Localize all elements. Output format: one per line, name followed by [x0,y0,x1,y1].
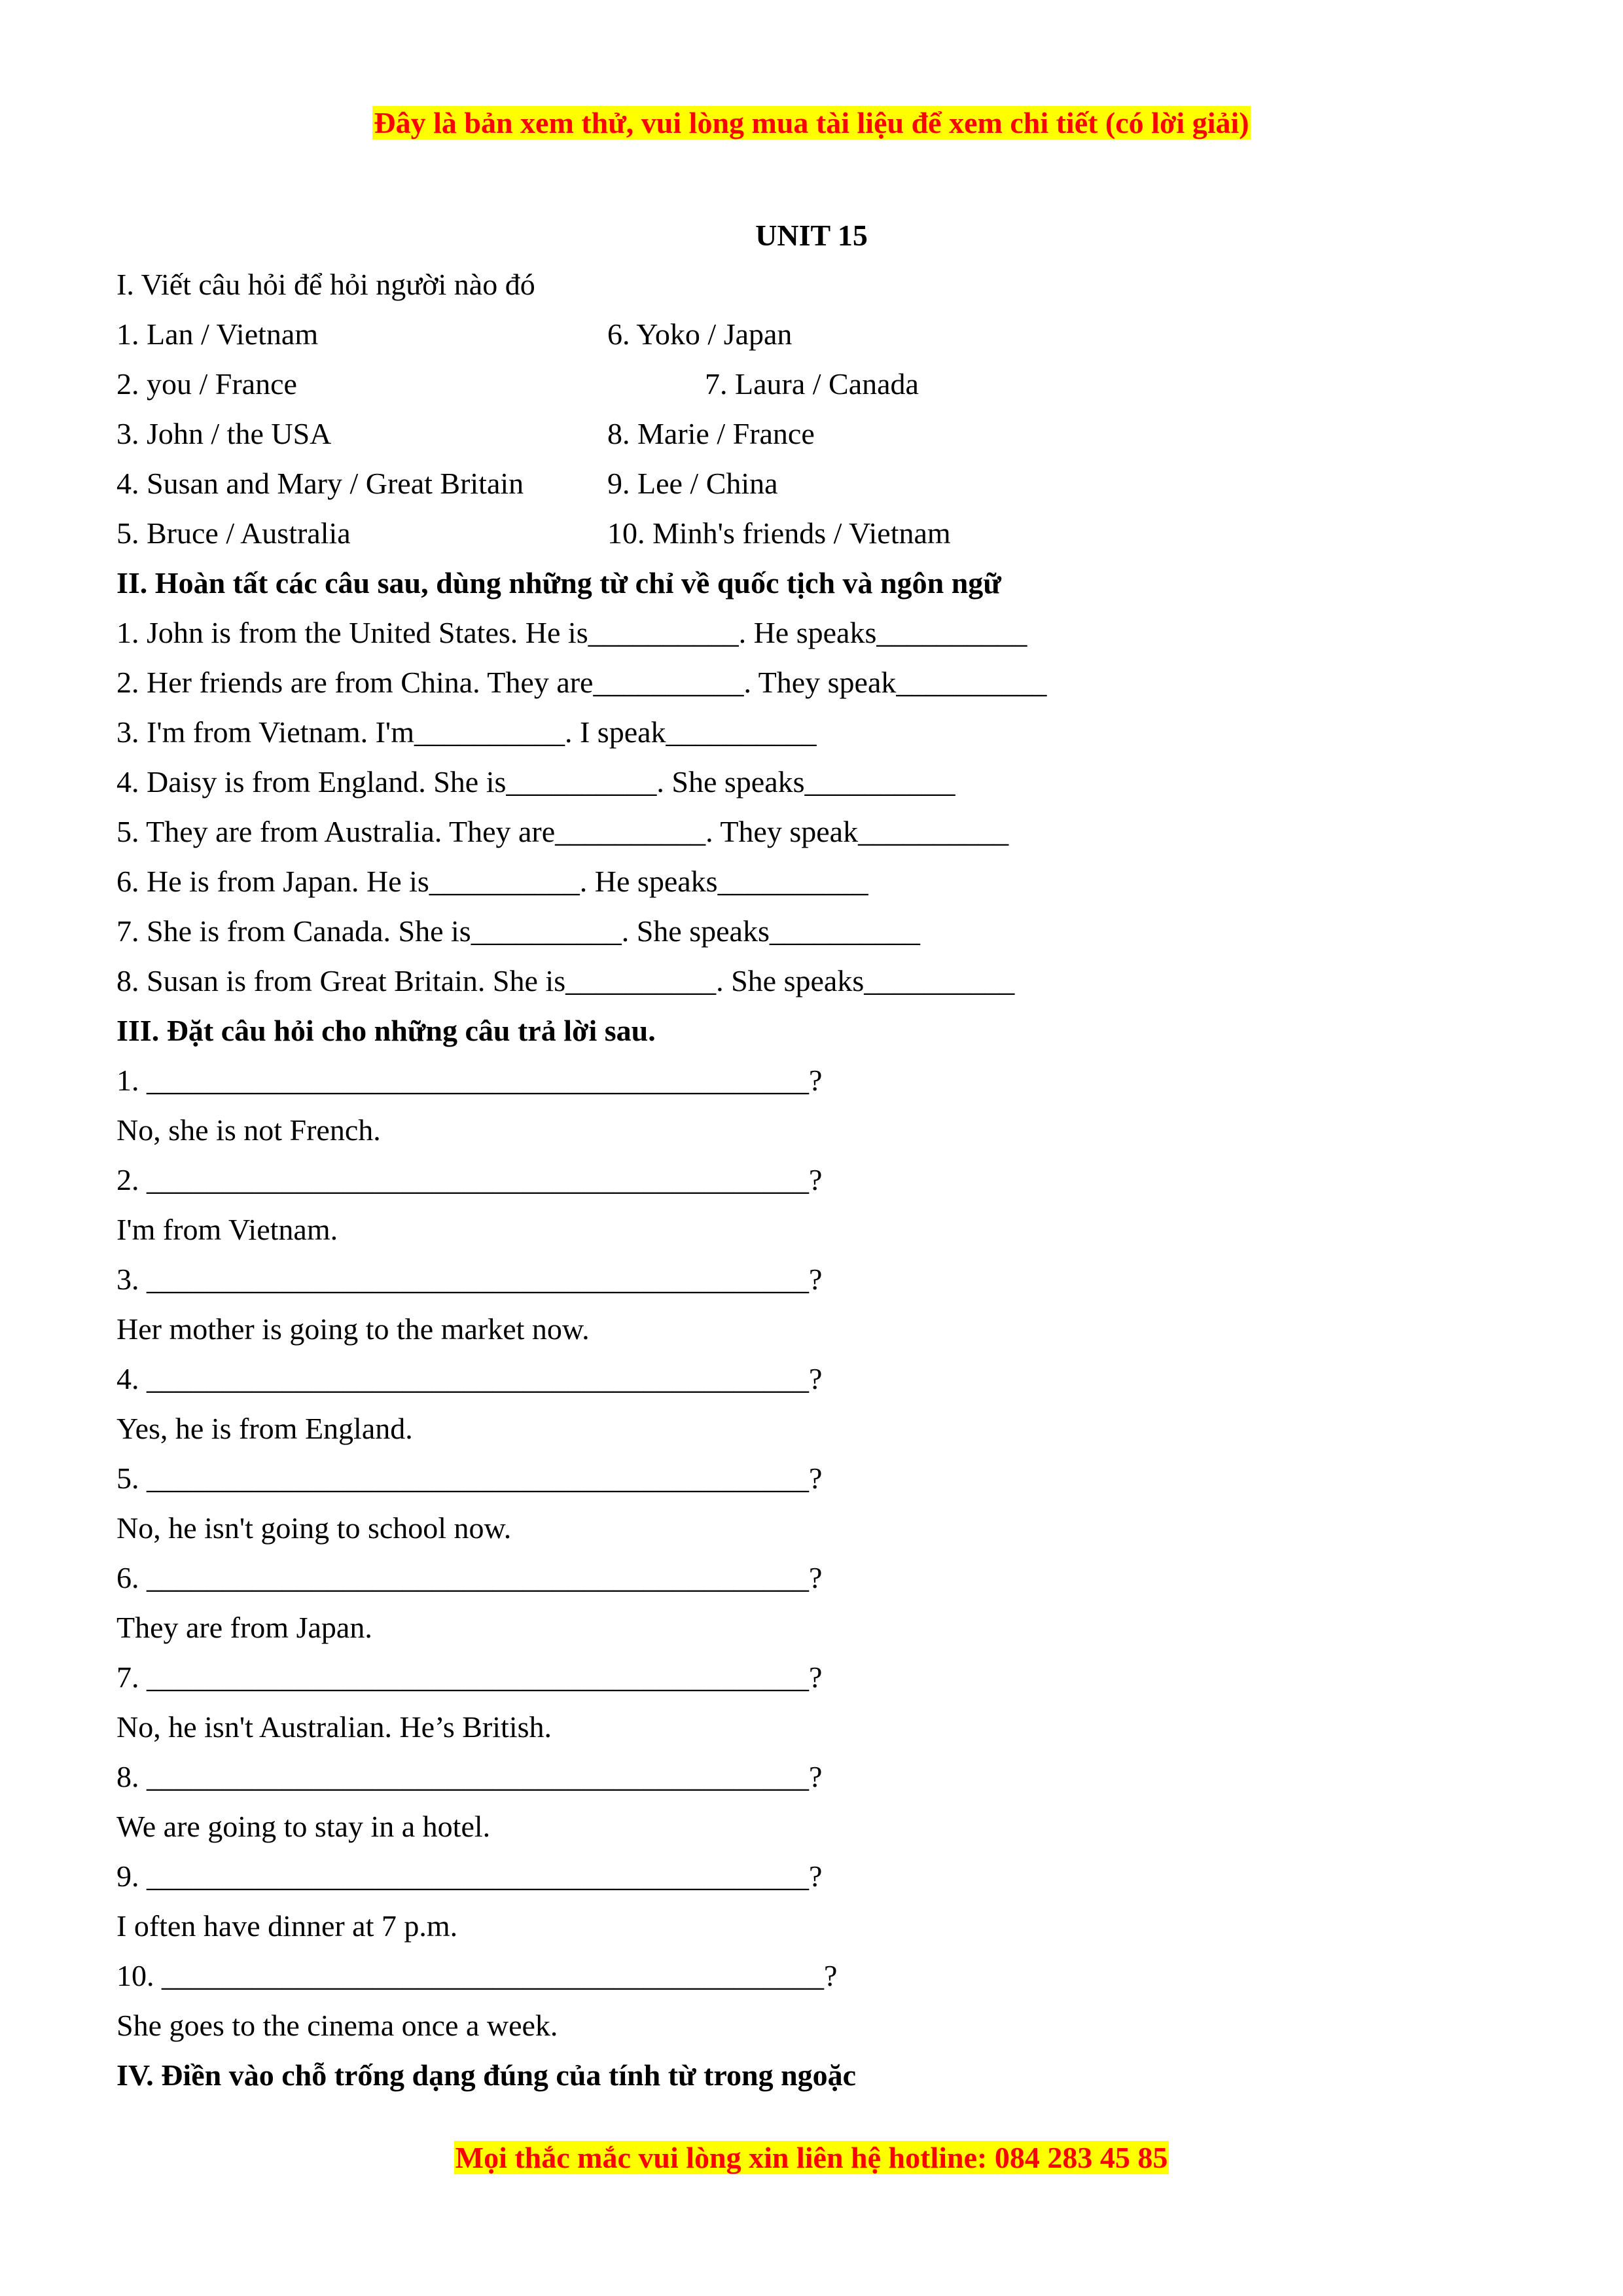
section-2-item: 3. I'm from Vietnam. I'm__________. I speak__________ [116,715,817,749]
section-2-heading: II. Hoàn tất các câu sau, dùng những từ chỉ về quốc tịch và ngôn ngữ [116,566,1001,600]
section-2-item: 2. Her friends are from China. They are__________. They speak__________ [116,666,1047,699]
question-blank: 9. ____________________________________________? [116,1859,823,1893]
hotline-notice [0,2138,1623,2178]
section-1-item: 9. Lee / China [607,467,778,500]
section-3-heading: III. Đặt câu hỏi cho những câu trả lời sau. [116,1014,656,1047]
answer-text: We are going to stay in a hotel. [116,1810,491,1843]
answer-text: They are from Japan. [116,1611,372,1644]
section-2-item: 1. John is from the United States. He is__________. He speaks__________ [116,616,1027,649]
answer-text: I often have dinner at 7 p.m. [116,1909,458,1943]
section-1-item: 2. you / France [116,367,297,401]
question-blank: 1. ____________________________________________? [116,1064,823,1097]
section-1-item: 4. Susan and Mary / Great Britain [116,467,524,500]
question-blank: 8. ____________________________________________? [116,1760,823,1793]
question-blank: 2. ____________________________________________? [116,1163,823,1196]
answer-text: No, he isn't going to school now. [116,1511,512,1545]
section-2-item: 4. Daisy is from England. She is__________. She speaks__________ [116,765,955,798]
preview-notice-text: Đây là bản xem thử, vui lòng mua tài liệu để xem chi tiết (có lời giải) [374,106,1249,139]
answer-text: No, she is not French. [116,1113,381,1147]
section-2-item: 5. They are from Australia. They are__________. They speak__________ [116,815,1009,848]
question-blank: 7. ____________________________________________? [116,1660,823,1694]
section-1-item: 8. Marie / France [607,417,815,450]
answer-text: I'm from Vietnam. [116,1213,338,1246]
section-1-item: 1. Lan / Vietnam [116,317,319,351]
section-2-item: 6. He is from Japan. He is__________. He speaks__________ [116,865,868,898]
unit-title: UNIT 15 [755,219,868,252]
answer-text: She goes to the cinema once a week. [116,2009,558,2042]
section-1-item: 3. John / the USA [116,417,332,450]
section-1-item: 5. Bruce / Australia [116,516,351,550]
answer-text: Her mother is going to the market now. [116,1312,590,1346]
section-2-item: 7. She is from Canada. She is__________. She speaks__________ [116,914,920,948]
section-1-item: 7. Laura / Canada [705,367,919,401]
answer-text: No, he isn't Australian. He’s British. [116,1710,552,1744]
preview-notice [0,103,1623,143]
section-1-item: 6. Yoko / Japan [607,317,793,351]
section-2-item: 8. Susan is from Great Britain. She is__________. She speaks__________ [116,964,1015,997]
question-blank: 4. ____________________________________________? [116,1362,823,1395]
question-blank: 5. ____________________________________________? [116,1462,823,1495]
question-blank: 6. ____________________________________________? [116,1561,823,1594]
section-1-heading: I. Viết câu hỏi để hỏi người nào đó [116,268,535,301]
question-blank: 10. ____________________________________________? [116,1959,838,1992]
section-4-heading: IV. Điền vào chỗ trống dạng đúng của tính từ trong ngoặc [116,2058,857,2092]
hotline-notice-text: Mọi thắc mắc vui lòng xin liên hệ hotline: 084 283 45 85 [455,2141,1168,2174]
answer-text: Yes, he is from England. [116,1412,413,1445]
question-blank: 3. ____________________________________________? [116,1263,823,1296]
section-1-item: 10. Minh's friends / Vietnam [607,516,951,550]
